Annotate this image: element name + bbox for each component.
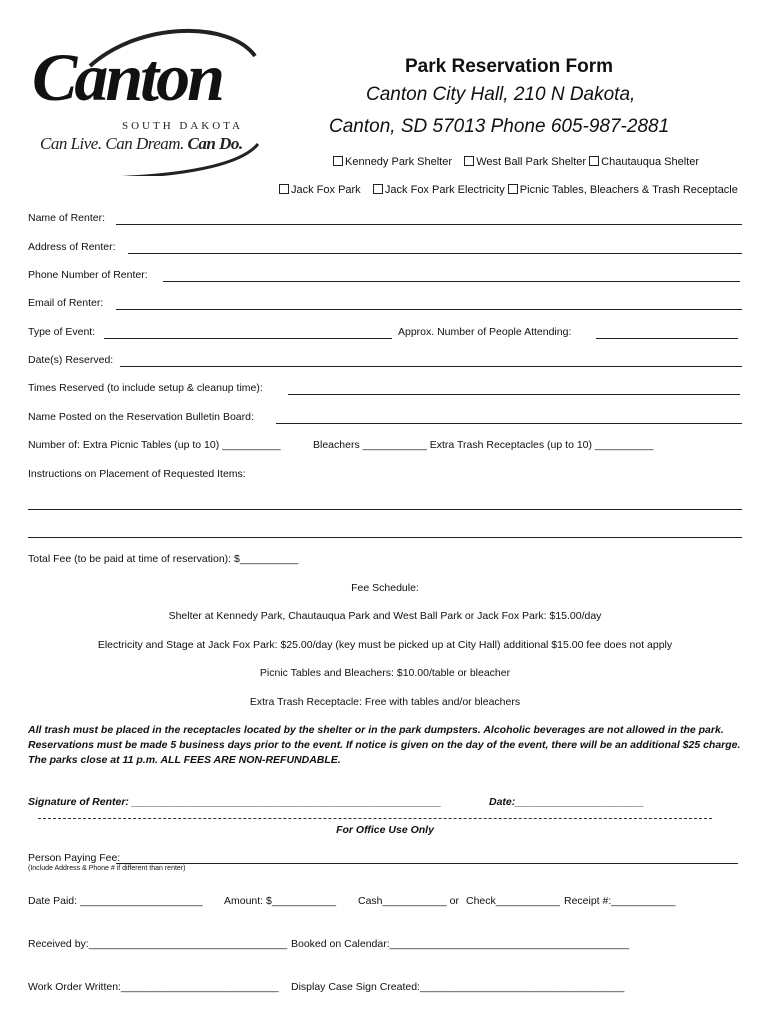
cash-field[interactable]: Cash___________ or bbox=[358, 895, 460, 907]
person-paying-note: (Include Address & Phone # if different than renter) bbox=[28, 865, 186, 872]
location-row-1 bbox=[333, 156, 699, 168]
logo-state: SOUTH DAKOTA bbox=[122, 120, 243, 132]
email-label: Email of Renter: bbox=[28, 297, 104, 309]
booked-field[interactable]: Booked on Calendar:_________________________________________ bbox=[291, 938, 630, 950]
tagline-part-b: Can Do. bbox=[187, 134, 243, 153]
address-label: Address of Renter: bbox=[28, 241, 116, 253]
name-label: Name of Renter: bbox=[28, 212, 106, 224]
fee-schedule-heading: Fee Schedule: bbox=[351, 582, 419, 594]
office-heading: For Office Use Only bbox=[336, 824, 434, 836]
fee-electricity: Electricity and Stage at Jack Fox Park: $25.00/day (key must be picked up at City Hall) additional $15.00 fee does not apply bbox=[97, 639, 673, 651]
fee-trash: Extra Trash Receptacle: Free with tables and/or bleachers bbox=[249, 696, 521, 708]
extra-tables-label: Number of: Extra Picnic Tables (up to 10) __________ bbox=[28, 439, 281, 451]
checkbox-jack-fox[interactable] bbox=[279, 184, 361, 196]
policy-notice: All trash must be placed in the receptacles located by the shelter or in the park dumpsters. Alcoholic beverages are not allowed in the park. Reservations must be made 5 business days prior to the event. If notice is given on the day of the event, there will be an additional $25 charge. The parks close at 11 p.m. ALL FEES ARE NON-REFUNDABLE. bbox=[28, 724, 741, 766]
total-fee-label: Total Fee (to be paid at time of reservation): $__________ bbox=[28, 553, 299, 565]
display-case-field[interactable]: Display Case Sign Created:___________________________________ bbox=[291, 981, 625, 993]
bleachers-label: Bleachers ___________ Extra Trash Receptacles (up to 10) __________ bbox=[313, 439, 654, 451]
check-field[interactable]: Check___________ bbox=[466, 895, 560, 907]
office-divider bbox=[38, 818, 712, 819]
times-label: Times Reserved (to include setup & cleanup time): bbox=[28, 382, 263, 394]
checkbox-label: Kennedy Park Shelter bbox=[345, 156, 453, 168]
times-field[interactable] bbox=[288, 394, 740, 395]
checkbox-label: Chautauqua Shelter bbox=[601, 156, 700, 168]
instructions-line-2[interactable] bbox=[28, 537, 742, 538]
phone-field[interactable] bbox=[163, 281, 740, 282]
person-paying-field[interactable] bbox=[116, 863, 738, 864]
checkbox-west-ball[interactable] bbox=[464, 156, 586, 168]
signature-field[interactable]: Signature of Renter: _____________________________________________________ bbox=[28, 796, 442, 808]
dates-label: Date(s) Reserved: bbox=[28, 354, 114, 366]
address-line-1: Canton City Hall, 210 N Dakota, bbox=[366, 84, 636, 105]
checkbox-chautauqua[interactable] bbox=[589, 156, 699, 168]
address-field[interactable] bbox=[128, 253, 742, 254]
email-field[interactable] bbox=[116, 309, 742, 310]
checkbox-label: Jack Fox Park bbox=[291, 184, 361, 196]
bulletin-field[interactable] bbox=[276, 423, 742, 424]
received-by-field[interactable]: Received by:__________________________________ bbox=[28, 938, 288, 950]
instructions-label: Instructions on Placement of Requested Items: bbox=[28, 468, 246, 480]
name-field[interactable] bbox=[116, 224, 742, 225]
location-row-2 bbox=[279, 184, 738, 196]
checkbox-label: West Ball Park Shelter bbox=[476, 156, 587, 168]
people-field[interactable] bbox=[596, 338, 738, 339]
event-type-label: Type of Event: bbox=[28, 326, 96, 338]
checkbox-label: Picnic Tables, Bleachers & Trash Receptacle bbox=[519, 184, 738, 196]
event-type-field[interactable] bbox=[104, 338, 392, 339]
checkbox-label: Jack Fox Park Electricity bbox=[384, 184, 505, 196]
address-line-2: Canton, SD 57013 Phone 605-987-2881 bbox=[329, 116, 670, 137]
date-paid-field[interactable]: Date Paid: _____________________ bbox=[28, 895, 203, 907]
amount-field[interactable]: Amount: $___________ bbox=[224, 895, 337, 907]
checkbox-jack-fox-electricity[interactable] bbox=[373, 184, 505, 196]
phone-label: Phone Number of Renter: bbox=[28, 269, 148, 281]
instructions-line-1[interactable] bbox=[28, 509, 742, 510]
logo-tagline bbox=[40, 134, 243, 154]
checkbox-kennedy[interactable] bbox=[333, 156, 452, 168]
logo-wordmark: Canton bbox=[32, 39, 222, 115]
signature-date-field[interactable]: Date:______________________ bbox=[489, 796, 644, 808]
work-order-field[interactable]: Work Order Written:___________________________ bbox=[28, 981, 279, 993]
tagline-part-a: Can Live. Can Dream. bbox=[40, 134, 184, 153]
fee-picnic: Picnic Tables and Bleachers: $10.00/table or bleacher bbox=[259, 667, 511, 679]
people-label: Approx. Number of People Attending: bbox=[398, 326, 572, 338]
checkbox-picnic-tables[interactable] bbox=[508, 184, 738, 196]
person-paying-label: Person Paying Fee: bbox=[28, 852, 121, 864]
receipt-field[interactable]: Receipt #:___________ bbox=[564, 895, 676, 907]
dates-field[interactable] bbox=[120, 366, 742, 367]
fee-shelter: Shelter at Kennedy Park, Chautauqua Park and West Ball Park or Jack Fox Park: $15.00/day bbox=[168, 610, 602, 622]
bulletin-label: Name Posted on the Reservation Bulletin Board: bbox=[28, 411, 254, 423]
page-title: Park Reservation Form bbox=[405, 56, 614, 77]
